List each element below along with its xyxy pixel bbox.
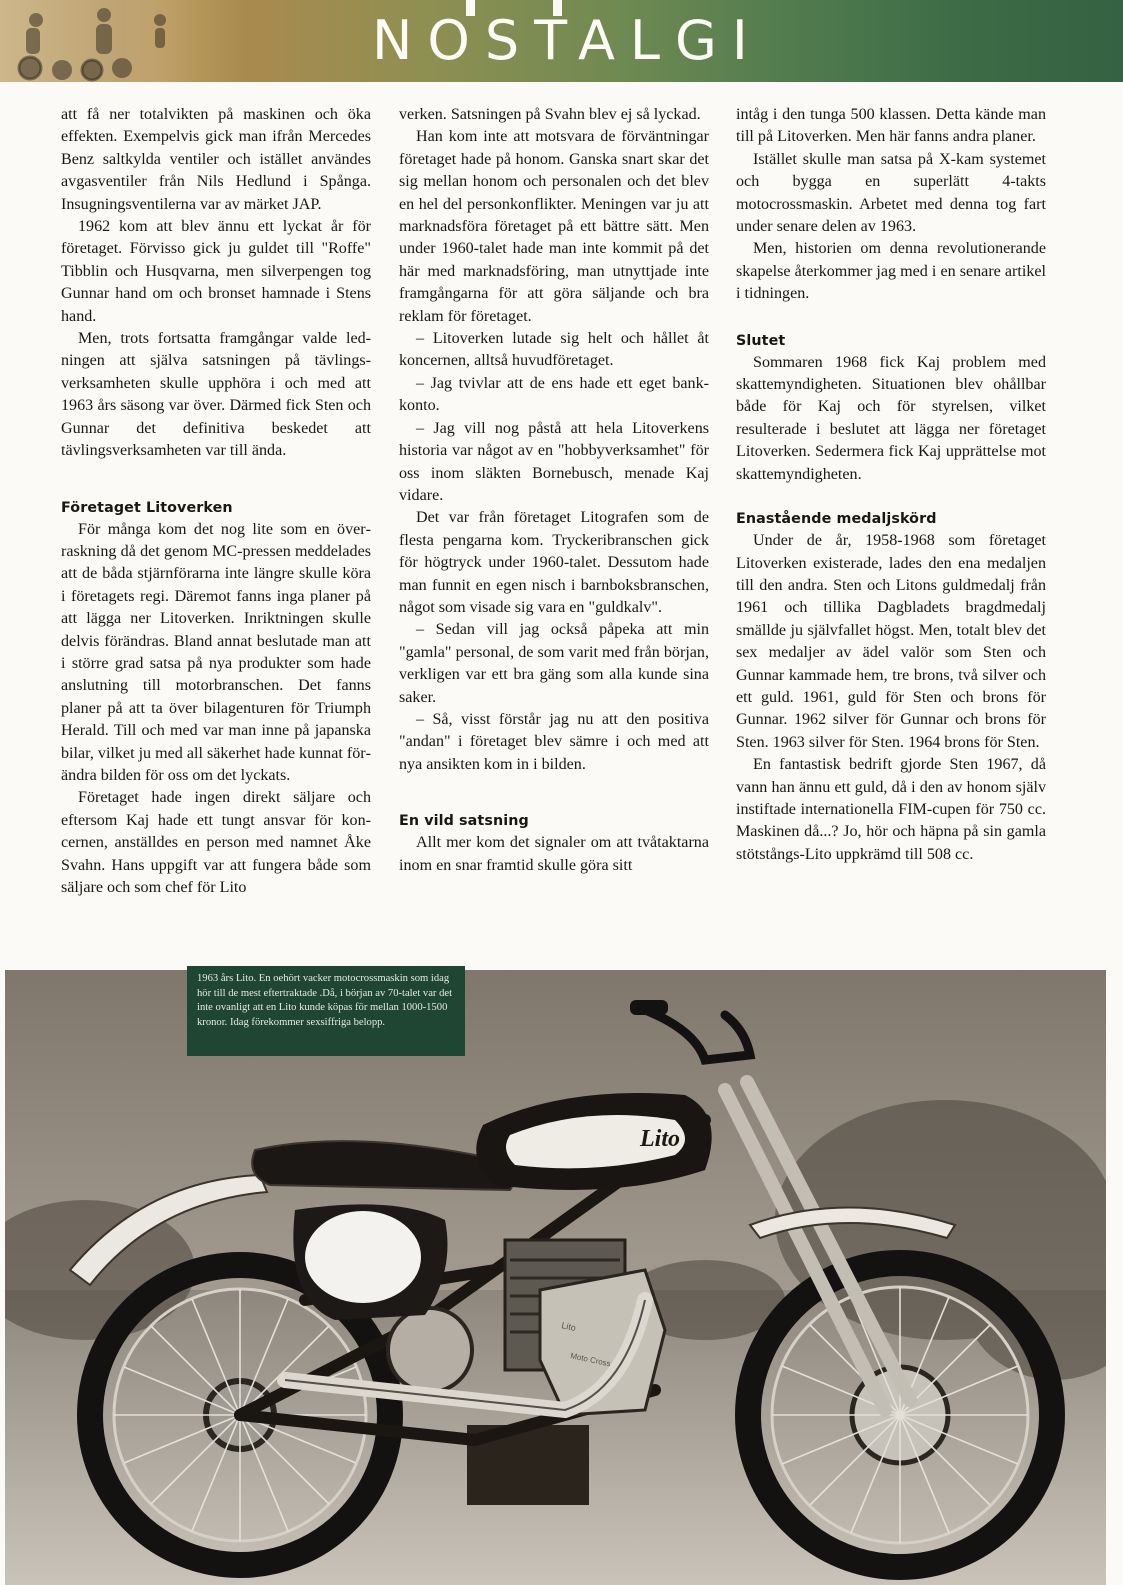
section-heading: Enastående medaljskörd bbox=[736, 511, 937, 528]
paragraph: För många kom det nog lite som en överraskning då det genom MC-pressen meddelades att de båda stjärnförarna inte längre skulle köra i företagets regi. Däremot fanns inga planer på att lägga ner Litoverken. Inriktningen skulle delvis förändras. Bland annat beslutade man att i större grad satsa på nya produkter som hade anslutning till motorbranschen. Det fanns planer på att ta över bilagenturen för Triumph Herald. Till och med var man inne på japanska bilar, vilket ju med all säkerhet hade kunnat förändra bilden för oss om det lyckats. bbox=[61, 520, 371, 784]
paragraph: 1962 kom att blev ännu ett lyckat år för företaget. Förvisso gick ju guldet till "Roffe" Tibblin och Husqvarna, men silverpengen tog Gunnar hand om och bronset hamnade i Stens hand. bbox=[61, 218, 371, 325]
header-vintage-riders-photo bbox=[0, 0, 200, 82]
paragraph: En fantastisk bedrift gjorde Sten 1967, då vann han ännu ett guld, då i den av honom själv instiftade internationella FIM-cupen för 750 cc. Maskinen då...? Jo, hör och häpna på sin gamla stötstångs-Lito uppkrämd till 508 cc. bbox=[736, 756, 1046, 863]
photo-caption: 1963 års Lito. En oehört vacker motocrossmaskin som idag hör till de mest eftertraktade .Då, i början av 70-talet var det inte ovanligt att en Lito kunde köpas för mellan 1000-1500 kronor. Idag förekommer sexsiffriga belopp. bbox=[187, 966, 465, 1056]
text-column-2 bbox=[399, 104, 709, 877]
text-column-3 bbox=[736, 104, 1046, 866]
section-title: NOSTALGI bbox=[372, 9, 763, 72]
paragraph: Han kom inte att motsvara de förväntningar företaget hade på honom. Ganska snart skar det sig mellan honom och personalen och det blev en hel del personkonflikter. Meningen var ju att marknadsföra företaget på ett bättre sätt. Men under 1960-talet hade man inte kommit på det här med marknadsföring, man utnyttjade inte framgångarna för att göra säljande och bra reklam för företaget. bbox=[399, 128, 709, 325]
paragraph: – Jag tvivlar att de ens hade ett eget bankkonto. bbox=[399, 374, 709, 415]
paragraph: Men, trots fortsatta framgångar valde ledningen att själva satsningen på tävlingsverksamheten skulle upphöra i och med att 1963 års säsong var över. Därmed fick Sten och Gunnar det definitiva beskedet att tävlingsverksamheten var till ända. bbox=[61, 330, 371, 460]
paragraph: Det var från företaget Litografen som de flesta pengarna kom. Tryckeribranschen gick för högtryck under 1960-talet. Dessutom hade man funnit en egen nisch i barnboksbranschen, något som visade sig vara en "guldkalv". bbox=[399, 509, 709, 616]
paragraph: – Sedan vill jag också påpeka att min "gamla" personal, de som varit med från början, verkligen var ett bra gäng som alla kunde sina saker. bbox=[399, 621, 709, 706]
paragraph: – Jag vill nog påstå att hela Litoverkens historia var något av en "hobbyverksamhet" för oss inom släkten Bornebusch, menade Kaj vidare. bbox=[399, 419, 709, 504]
paragraph: – Litoverken lutade sig helt och hållet åt koncernen, alltså huvudföretaget. bbox=[399, 330, 709, 370]
section-heading: Slutet bbox=[736, 332, 786, 349]
paragraph: verken. Satsningen på Svahn blev ej så lyckad. bbox=[399, 106, 701, 123]
front-wheel-icon bbox=[748, 1263, 1052, 1567]
riders-silhouette-icon bbox=[0, 0, 200, 82]
paragraph: Sommaren 1968 fick Kaj problem med skattemyndigheten. Situationen blev ohållbar både för Kaj och för styrelsen, vilket resulterade i beslutet att lägga ner företaget Litoverken. Sedermera fick Kaj upprättelse mot skattemyndigheten. bbox=[736, 353, 1046, 483]
text-column-1 bbox=[61, 104, 371, 899]
section-heading: En vild satsning bbox=[399, 813, 529, 830]
paragraph: – Så, visst förstår jag nu att den positiva "andan" i företaget blev sämre i och med att nya ansikten kom in i bilden. bbox=[399, 710, 709, 773]
paragraph: Allt mer kom det signaler om att tvåtaktarna inom en snar framtid skulle göra sitt bbox=[399, 834, 709, 874]
page-header-band bbox=[0, 0, 1123, 82]
motorcycle-illustration bbox=[5, 970, 1106, 1585]
paragraph: Under de år, 1958-1968 som företaget Litoverken existerade, lades den ena medaljen till den andra. Sten och Litons guldmedalj från 1961 och tillika Dagbladets bragdmedalj smällde ju självfallet högst. Men, totalt blev det sex medaljer av ädel valör som Sten och Gunnar kammade hem, tre brons, två silver och ett guld. 1961, guld för Sten och brons för Gunnar. 1962 silver för Gunnar och brons för Sten. 1963 silver för Sten. 1964 brons för Sten. bbox=[736, 532, 1046, 751]
paragraph: intåg i den tunga 500 klassen. Detta kände man till på Litoverken. Men här fanns andra planer. bbox=[736, 106, 1046, 146]
engine-case-text: Lito bbox=[560, 1320, 577, 1333]
engine-case-text: Moto Cross bbox=[569, 1351, 612, 1369]
paragraph: Istället skulle man satsa på X-kam systemet och bygga en superlätt 4-takts motocrossmaskin. Arbetet med denna tog fart under senare delen av 1963. bbox=[736, 150, 1046, 236]
paragraph: Företaget hade ingen direkt säljare och eftersom Kaj hade ett tungt ansvar för koncernen, anställdes en person med namnet Åke Svahn. Hans uppgift var att fungera både som säljare och som chef för Lito bbox=[61, 789, 371, 896]
tank-badge: Lito bbox=[640, 1126, 680, 1152]
paragraph: Men, historien om denna revolutionerande skapelse återkommer jag med i en senare artikel i tidningen. bbox=[736, 240, 1046, 303]
motorcycle-photo bbox=[5, 970, 1106, 1585]
paragraph: att få ner totalvikten på maskinen och öka effekten. Exempelvis gick man ifrån Mercedes Benz saltkylda ventiler och istället användes avgasventiler från Nils Hedlund i Spånga. Insugningsventilerna var av märket JAP. bbox=[61, 106, 371, 213]
section-heading: Företaget Litoverken bbox=[61, 499, 233, 516]
